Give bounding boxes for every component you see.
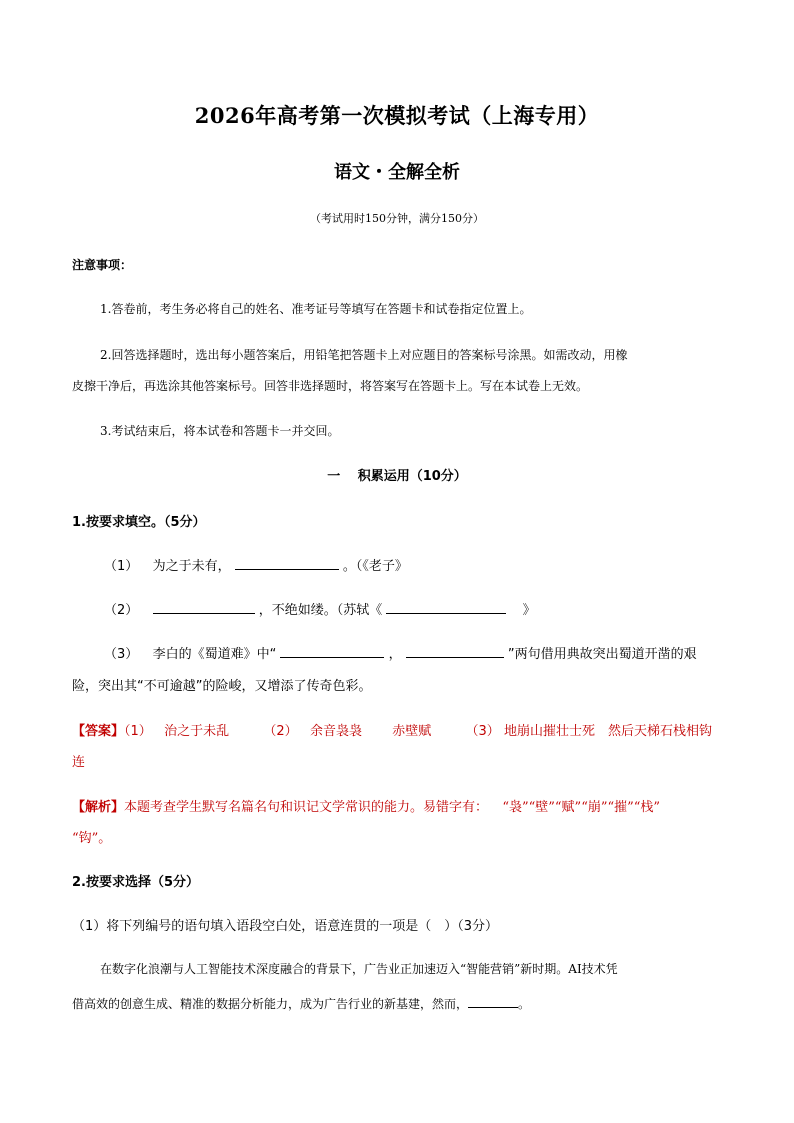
item-text: 》 <box>522 603 536 618</box>
question-1-item-3 <box>104 643 697 662</box>
item-text: 李白的《蜀道难》中“ <box>152 647 277 662</box>
analysis-text: 本题考查学生默写名篇名句和识记文学常识的能力。易错字有： <box>124 800 489 815</box>
item-number: （3） <box>104 647 139 662</box>
item-number: （2） <box>104 603 139 618</box>
question-1-item-2 <box>104 599 536 618</box>
notice-item-3: 3.考试结束后，将本试卷和答题卡一并交回。 <box>100 424 340 438</box>
question-1-item-3-line-2: 险，突出其“不可逾越”的险峻，又增添了传奇色彩。 <box>72 679 372 694</box>
answer-number: （1） <box>124 724 152 739</box>
answer-text: 余音袅袅 <box>309 724 362 739</box>
notice-item-1: 1.答卷前，考生务必将自己的姓名、准考证号等填写在答题卡和试卷指定位置上。 <box>100 302 532 316</box>
passage-line-2 <box>72 995 530 1012</box>
question-1-heading: 1.按要求填空。（5分） <box>72 515 206 530</box>
item-number: （1） <box>104 559 139 574</box>
item-text: 为之于未有， <box>152 559 231 574</box>
notice-heading: 注意事项： <box>72 258 133 272</box>
answer-blank[interactable] <box>235 557 339 570</box>
question-2-item-1: （1）将下列编号的语句填入语段空白处，语意连贯的一项是（ ）（3分） <box>72 919 499 934</box>
item-text: ，不绝如缕。（苏轼《 <box>258 603 383 618</box>
answer-blank[interactable] <box>406 645 504 658</box>
page-subtitle: 语文・全解全析 <box>334 162 460 183</box>
passage-text: 借高效的创意生成、精准的数据分析能力，成为广告行业的新基建，然而， <box>72 997 469 1011</box>
analysis-line-1 <box>72 796 660 815</box>
question-2-heading: 2.按要求选择（5分） <box>72 875 200 890</box>
passage-text: 。 <box>518 997 531 1011</box>
answer-line-1 <box>72 720 712 739</box>
page-title: 2026年高考第一次模拟考试（上海专用） <box>194 103 600 128</box>
answer-blank[interactable] <box>153 601 255 614</box>
notice-item-2-line-2: 皮擦干净后，再选涂其他答案标号。回答非选择题时，将答案写在答题卡上。写在本试卷上无效。 <box>72 379 589 393</box>
answer-label: 【答案】 <box>72 724 125 739</box>
item-text: ”两句借用典故突出蜀道开凿的艰 <box>507 647 697 662</box>
answer-blank[interactable] <box>280 645 384 658</box>
analysis-error-chars: “袅”“壁”“赋”“崩”“摧”“栈” <box>502 800 661 815</box>
question-1-item-1 <box>104 555 408 574</box>
answer-blank[interactable] <box>386 601 506 614</box>
passage-line-1: 在数字化浪潮与人工智能技术深度融合的背景下，广告业正加速迈入“智能营销”新时期。AI技术凭 <box>100 962 618 976</box>
answer-number: （3） <box>465 724 500 739</box>
section-heading: 一 积累运用（10分） <box>327 469 467 484</box>
answer-text: 治之于未乱 <box>164 724 230 739</box>
answer-line-2: 连 <box>72 755 86 770</box>
answer-number: （2） <box>263 724 298 739</box>
answer-text: 赤壁赋 <box>392 724 432 739</box>
answer-text: 地崩山摧壮士死 然后天梯石栈相钩 <box>503 724 712 739</box>
analysis-line-2: “钩”。 <box>72 831 112 846</box>
analysis-label: 【解析】 <box>72 800 125 815</box>
item-text: ， <box>388 647 402 662</box>
exam-time-info: （考试用时150分钟，满分150分） <box>310 212 484 225</box>
answer-blank[interactable] <box>468 997 518 1008</box>
notice-item-2-line-1: 2.回答选择题时，选出每小题答案后，用铅笔把答题卡上对应题目的答案标号涂黑。如需改动，用橡 <box>100 348 628 362</box>
item-text: 。（《老子》 <box>342 559 408 574</box>
